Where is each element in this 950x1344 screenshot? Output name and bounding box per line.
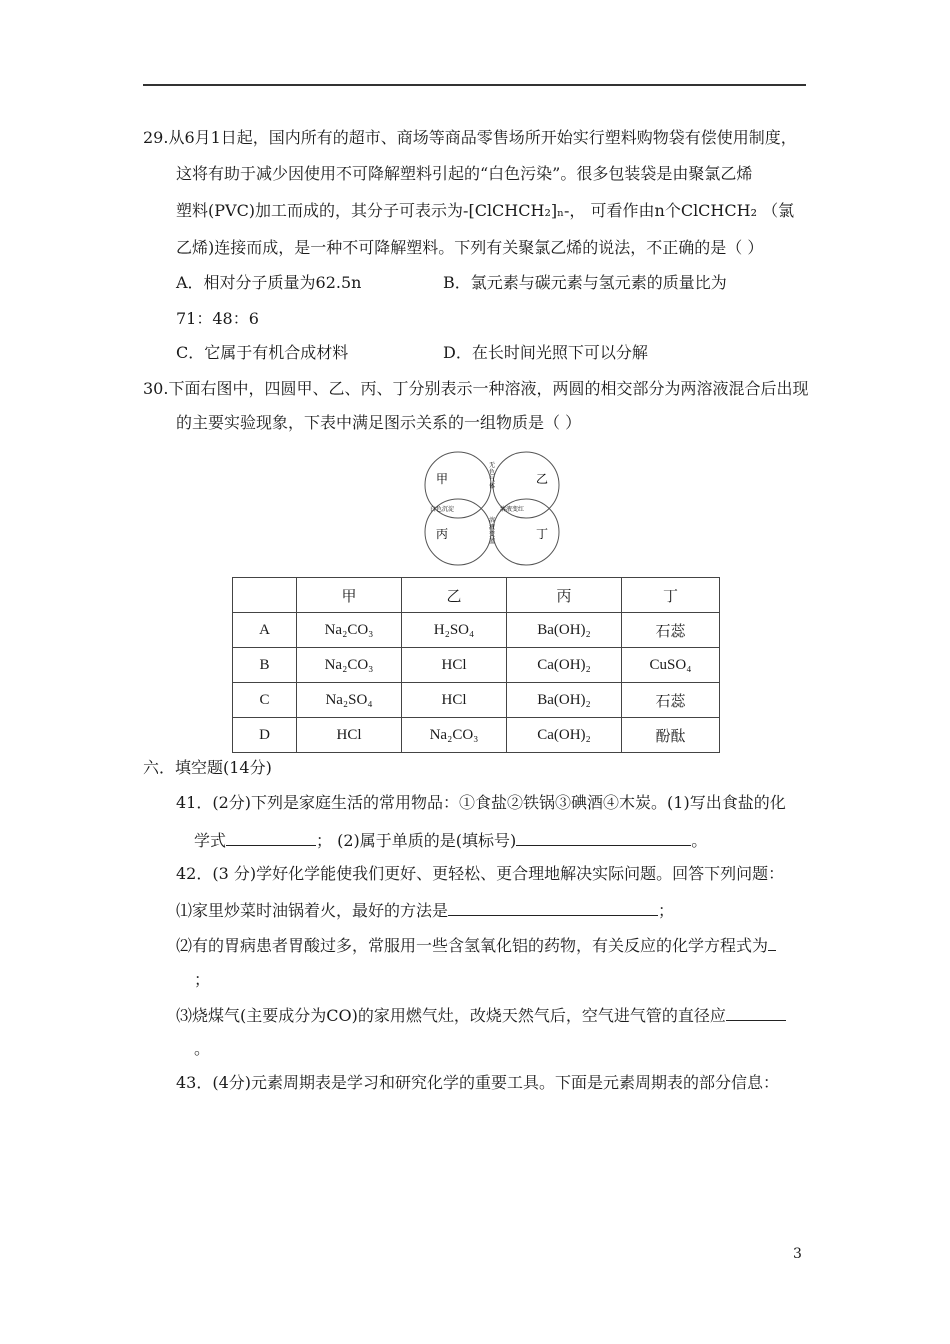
q42-part-2-blank[interactable] [768, 934, 776, 951]
q42-part-3 [176, 1004, 786, 1026]
table-header-cell: 丙 [507, 578, 622, 613]
table-cell: Na₂CO₃ [297, 613, 402, 648]
q41-period: 。 [691, 831, 708, 850]
table-cell: Ba(OH)₂ [507, 613, 622, 648]
table-cell: HCl [297, 718, 402, 753]
venn-diagram [418, 450, 566, 568]
venn-white-precipitate: 白色沉淀 [430, 506, 455, 513]
table-cell: Ba(OH)₂ [507, 683, 622, 718]
q42-part-1 [176, 899, 674, 921]
q29-line-2: 这将有助于减少因使用不可降解塑料引起的“白色污染”。很多包装袋是由聚氯乙烯 [176, 164, 753, 183]
venn-label-jia: 甲 [436, 472, 449, 486]
table-header-cell: 丁 [622, 578, 720, 613]
venn-gas-1: 无 [489, 462, 496, 469]
table-header-cell: 甲 [297, 578, 402, 613]
q29-line-3: 塑料(PVC)加工而成的，其分子可表示为-[ClCHCH₂]ₙ-， 可看作由n个ClCHCH₂ （氯 [176, 201, 795, 220]
q41-formula-blank[interactable] [226, 829, 316, 846]
table-cell: C [233, 683, 297, 718]
venn-blue-4: 蓝 [489, 538, 496, 545]
q29-option-a: A．相对分子质量为62.5n [176, 273, 362, 292]
q41-line-1: 41．(2分)下列是家庭生活的常用物品：①食盐②铁锅③碘酒④木炭。(1)写出食盐的化 [176, 793, 786, 812]
venn-label-bing: 丙 [436, 527, 449, 541]
q42-part-2 [176, 934, 776, 956]
q29-option-b-ratio: 71：48：6 [176, 309, 259, 328]
venn-gas-4: 体 [489, 483, 496, 490]
q42-part-1-end: ； [658, 901, 675, 920]
table-header-cell [233, 578, 297, 613]
q41-part-2-label: ； (2)属于单质的是(填标号) [316, 831, 517, 850]
q43-line-1: 43．(4分)元素周期表是学习和研究化学的重要工具。下面是元素周期表的部分信息： [176, 1073, 780, 1092]
table-row [233, 718, 720, 753]
table-cell: Na₂CO₃ [297, 648, 402, 683]
table-cell: Ca(OH)₂ [507, 718, 622, 753]
table-header-cell: 乙 [402, 578, 507, 613]
venn-label-yi: 乙 [536, 472, 549, 486]
table-row [233, 613, 720, 648]
q30-line-2: 的主要实验现象，下表中满足图示关系的一组物质是（ ） [176, 413, 582, 432]
venn-turns-red: 溶液变红 [500, 506, 525, 513]
section-6-heading: 六．填空题(14分) [143, 758, 272, 777]
q29-option-b: B．氯元素与碳元素与氢元素的质量比为 [443, 273, 727, 292]
table-cell: Na₂SO₄ [297, 683, 402, 718]
q42-part-3-end: 。 [194, 1039, 211, 1058]
venn-blue-1: 溶 [489, 517, 496, 524]
header-rule [143, 84, 806, 86]
q42-part-2-text: ⑵有的胃病患者胃酸过多，常服用一些含氢氧化铝的药物，有关反应的化学方程式为 [176, 936, 769, 955]
table-cell: B [233, 648, 297, 683]
table-cell: HCl [402, 683, 507, 718]
q29-option-d: D．在长时间光照下可以分解 [443, 343, 648, 362]
q29-option-c: C．它属于有机合成材料 [176, 343, 349, 362]
venn-label-ding: 丁 [536, 527, 549, 541]
table-cell: H₂SO₄ [402, 613, 507, 648]
q41-line-2 [194, 829, 707, 851]
q30-line-1: 30.下面右图中，四圆甲、乙、丙、丁分别表示一种溶液，两圆的相交部分为两溶液混合后出现 [143, 379, 809, 398]
table-cell: Ca(OH)₂ [507, 648, 622, 683]
table-cell: Na₂CO₃ [402, 718, 507, 753]
table-cell: CuSO₄ [622, 648, 720, 683]
table-cell: 石蕊 [622, 683, 720, 718]
table-cell: 酚酞 [622, 718, 720, 753]
q42-part-3-blank[interactable] [726, 1004, 786, 1021]
page-number: 3 [793, 1246, 802, 1262]
q41-formula-label: 学式 [194, 831, 227, 850]
q42-part-1-text: ⑴家里炒菜时油锅着火，最好的方法是 [176, 901, 449, 920]
substances-table [232, 577, 720, 753]
q42-part-2-end: ； [194, 970, 211, 989]
q41-element-blank[interactable] [516, 829, 691, 846]
table-row [233, 648, 720, 683]
table-cell: HCl [402, 648, 507, 683]
q42-part-3-text: ⑶烧煤气(主要成分为CO)的家用燃气灶，改烧天然气后，空气进气管的直径应 [176, 1006, 726, 1025]
venn-blue-2: 液 [489, 524, 496, 531]
table-cell: 石蕊 [622, 613, 720, 648]
q42-part-1-blank[interactable] [448, 899, 658, 916]
venn-blue-3: 变 [489, 531, 496, 538]
venn-gas-2: 色 [489, 469, 496, 476]
venn-gas-3: 气 [489, 476, 496, 483]
table-header-row [233, 578, 720, 613]
table-cell: D [233, 718, 297, 753]
q42-line-1: 42．(3 分)学好化学能使我们更好、更轻松、更合理地解决实际问题。回答下列问题： [176, 864, 785, 883]
table-cell: A [233, 613, 297, 648]
q29-line-4: 乙烯)连接而成，是一种不可降解塑料。下列有关聚氯乙烯的说法，不正确的是（ ） [176, 238, 764, 257]
q29-line-1: 29.从6月1日起，国内所有的超市、商场等商品零售场所开始实行塑料购物袋有偿使用制度， [143, 128, 797, 147]
table-row [233, 683, 720, 718]
